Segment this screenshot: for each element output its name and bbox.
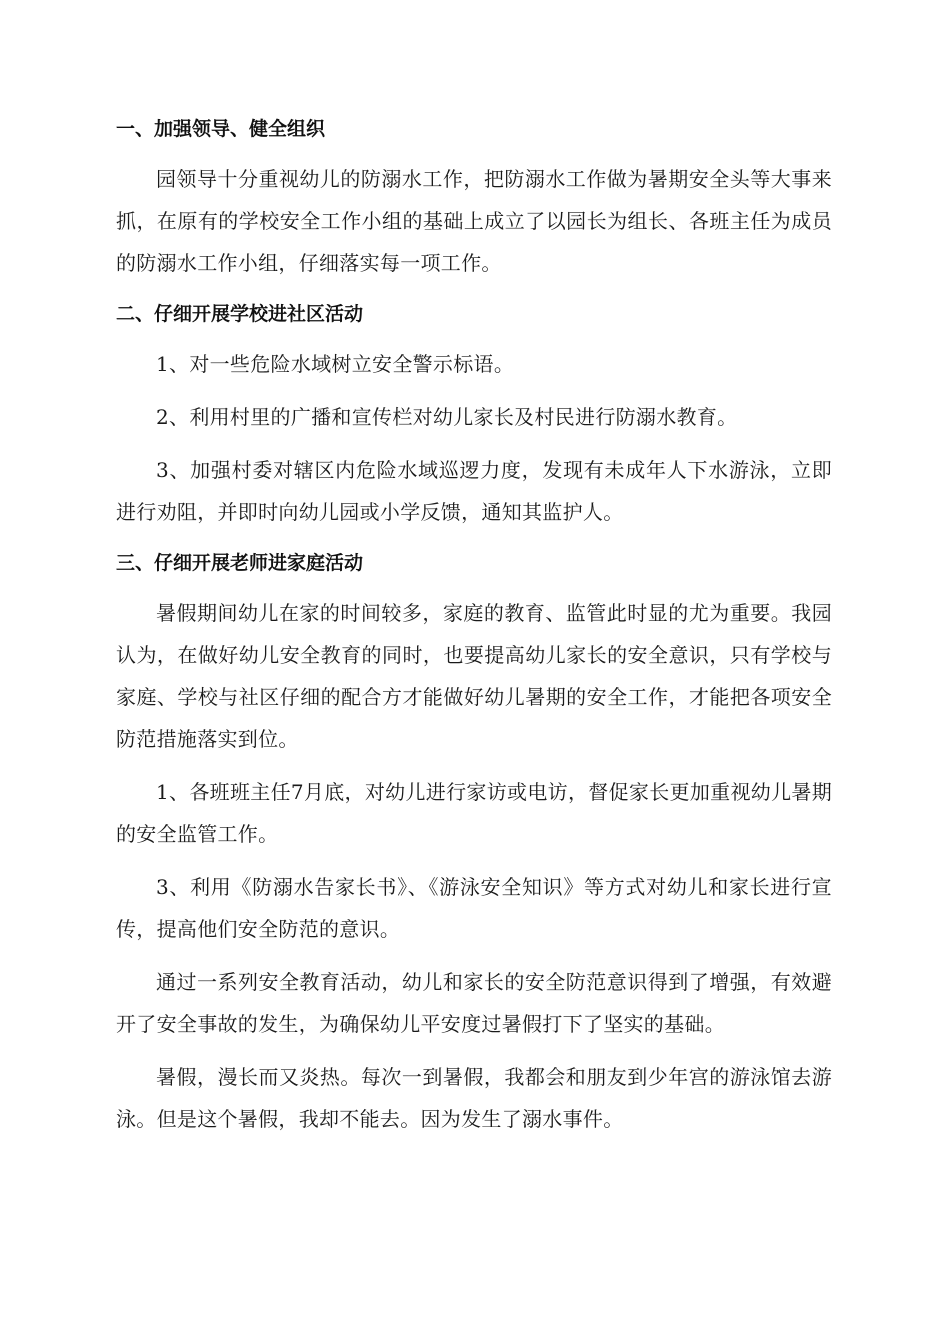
paragraph: 2、利用村里的广播和宣传栏对幼儿家长及村民进行防溺水教育。 xyxy=(156,405,738,429)
paragraph: 1、对一些危险水域树立安全警示标语。 xyxy=(156,352,515,376)
paragraph: 园领导十分重视幼儿的防溺水工作，把防溺水工作做为暑期安全头等大事来抓，在原有的学校安全工作小组的基础上成立了以园长为组长、各班主任为成员的防溺水工作小组，仔细落实每一项工作。 xyxy=(116,167,832,275)
paragraph: 暑假，漫长而又炎热。每次一到暑假，我都会和朋友到少年宫的游泳馆去游泳。但是这个暑假，我却不能去。因为发生了溺水事件。 xyxy=(116,1065,832,1131)
section-heading: 二、仔细开展学校进社区活动 xyxy=(116,303,364,325)
section-heading: 三、仔细开展老师进家庭活动 xyxy=(116,552,364,574)
paragraph: 3、利用《防溺水告家长书》、《游泳安全知识》等方式对幼儿和家长进行宣传，提高他们安全防范的意识。 xyxy=(116,875,832,941)
paragraph: 暑假期间幼儿在家的时间较多，家庭的教育、监管此时显的尤为重要。我园认为，在做好幼儿安全教育的同时，也要提高幼儿家长的安全意识，只有学校与家庭、学校与社区仔细的配合方才能做好幼儿暑期的安全工作，才能把各项安全防范措施落实到位。 xyxy=(116,601,832,751)
paragraph: 1、各班班主任7月底，对幼儿进行家访或电访，督促家长更加重视幼儿暑期的安全监管工作。 xyxy=(116,780,832,846)
paragraph: 通过一系列安全教育活动，幼儿和家长的安全防范意识得到了增强，有效避开了安全事故的发生，为确保幼儿平安度过暑假打下了坚实的基础。 xyxy=(116,970,832,1036)
document-body xyxy=(116,110,832,1151)
paragraph: 3、加强村委对辖区内危险水域巡逻力度，发现有未成年人下水游泳，立即进行劝阻，并即时向幼儿园或小学反馈，通知其监护人。 xyxy=(116,458,832,524)
section-heading: 一、加强领导、健全组织 xyxy=(116,118,326,140)
